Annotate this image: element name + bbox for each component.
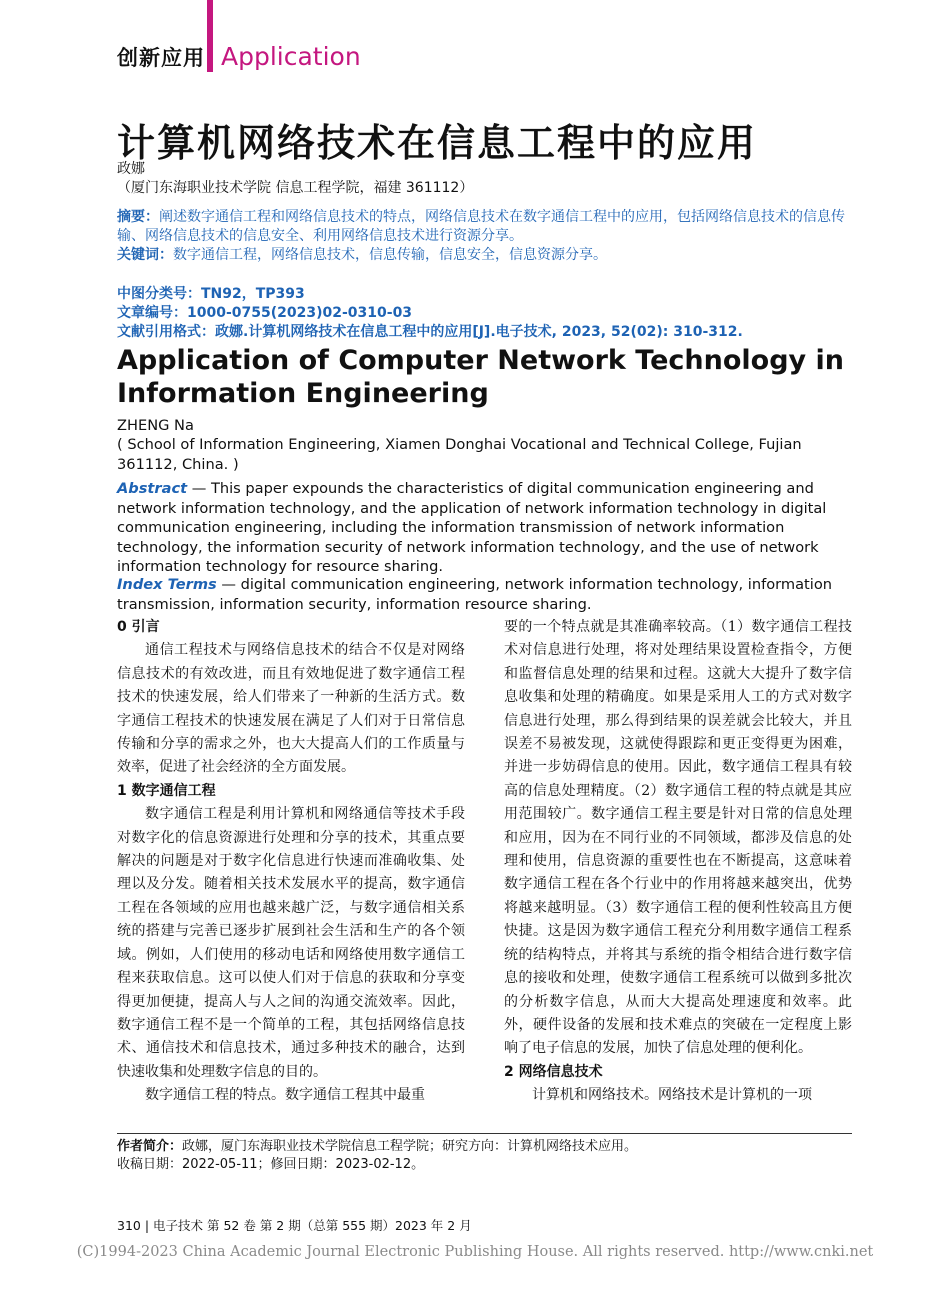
body-column-left bbox=[117, 616, 465, 1108]
footnote-divider bbox=[117, 1133, 852, 1134]
section-heading-0: 0 引言 bbox=[117, 619, 160, 635]
article-title-en: Application of Computer Network Technology in Information Engineering bbox=[117, 345, 845, 409]
abstract-en-dash: — bbox=[187, 480, 211, 497]
abstract-en-label: Abstract bbox=[117, 480, 188, 497]
author-en: ZHENG Na bbox=[117, 417, 194, 434]
abstract-cn-text: 阐述数字通信工程和网络信息技术的特点，网络信息技术在数字通信工程中的应用，包括网络信息技术的信息传输、网络信息技术的信息安全、利用网络信息技术进行资源分享。 bbox=[117, 209, 845, 244]
section-heading-2: 2 网络信息技术 bbox=[504, 1063, 603, 1080]
keywords-cn-label: 关键词： bbox=[117, 247, 173, 263]
article-no-value: 1000-0755(2023)02-0310-03 bbox=[187, 305, 413, 321]
citation-value: 政娜.计算机网络技术在信息工程中的应用[J].电子技术, 2023, 52(02): 310-312. bbox=[215, 324, 743, 340]
article-number bbox=[117, 304, 857, 323]
keywords-cn bbox=[117, 246, 857, 265]
article-no-label: 文章编号： bbox=[117, 305, 187, 321]
author-cn: 政娜 bbox=[117, 161, 145, 177]
header-accent-bar bbox=[207, 0, 213, 72]
clc-value: TN92，TP393 bbox=[201, 286, 305, 302]
section-label-cn: 创新应用 bbox=[117, 46, 205, 70]
index-terms-label: Index Terms bbox=[117, 576, 217, 593]
abstract-en-text: This paper expounds the characteristics of digital communication engineering and network information technology, and the application of network information technology in digital communication engineering, including the information transmission of network information technology, the information security of network information technology, and the use of network information technology for resource sharing. bbox=[117, 480, 827, 575]
footnote-author bbox=[117, 1138, 852, 1156]
footnote-author-text: 政娜，厦门东海职业技术学院信息工程学院；研究方向：计算机网络技术应用。 bbox=[182, 1139, 638, 1154]
affiliation-cn: （厦门东海职业技术学院 信息工程学院，福建 361112） bbox=[117, 180, 474, 196]
index-terms-dash: — bbox=[216, 576, 241, 593]
page-folio: 310 | 电子技术 第 52 卷 第 2 期（总第 555 期）2023 年 2 月 bbox=[117, 1218, 472, 1233]
abstract-cn-label: 摘要： bbox=[117, 209, 159, 225]
abstract-en bbox=[117, 479, 852, 577]
section-heading-1: 1 数字通信工程 bbox=[117, 782, 216, 799]
paragraph-digital-comm: 数字通信工程是利用计算机和网络通信等技术手段对数字化的信息资源进行处理和分享的技术，其重点要解决的问题是对于数字化信息进行快速而准确收集、处理以及分发。随着相关技术发展水平的提高，数字通信工程在各领域的应用也越来越广泛，与数字通信相关系统的搭建与完善已逐步扩展到社会生活和生产的各个领域。例如，人们使用的移动电话和网络使用数字通信工程来获取信息。这可以使人们对于信息的获取和分享变得更加便捷，提高人与人之间的沟通交流效率。因此，数字通信工程不是一个简单的工程，其包括网络信息技术、通信技术和信息技术，通过多种技术的融合，达到快速收集和处理数字信息的目的。 bbox=[117, 806, 465, 1080]
footnote-author-label: 作者简介： bbox=[117, 1139, 183, 1154]
paragraph-intro: 通信工程技术与网络信息技术的结合不仅是对网络信息技术的有效改进，而且有效地促进了数字通信工程技术的快速发展，给人们带来了一种新的生活方式。数字通信工程技术的快速发展在满足了人们对于日常信息传输和分享的需求之外，也大大提高人们的工作质量与效率，促进了社会经济的全方面发展。 bbox=[117, 642, 465, 776]
footnote-dates: 收稿日期：2022-05-11；修回日期：2023-02-12。 bbox=[117, 1157, 425, 1172]
article-title-cn: 计算机网络技术在信息工程中的应用 bbox=[117, 121, 758, 165]
paragraph-network-tech: 计算机和网络技术。网络技术是计算机的一项 bbox=[532, 1087, 812, 1104]
copyright-notice: (C)1994-2023 China Academic Journal Electronic Publishing House. All rights reserved. http://www.cnki.net bbox=[76, 1244, 874, 1260]
affiliation-en: ( School of Information Engineering, Xiamen Donghai Vocational and Technical College, Fujian 361112, China. ) bbox=[117, 436, 802, 473]
body-column-right bbox=[504, 616, 852, 1108]
paragraph-features-start: 数字通信工程的特点。数字通信工程其中最重 bbox=[145, 1087, 425, 1104]
section-label-en: Application bbox=[221, 42, 361, 71]
abstract-cn bbox=[117, 208, 857, 246]
keywords-cn-text: 数字通信工程，网络信息技术，信息传输，信息安全，信息资源分享。 bbox=[173, 247, 607, 263]
clc-label: 中图分类号： bbox=[117, 286, 201, 302]
citation-label: 文献引用格式： bbox=[117, 324, 215, 340]
citation-format bbox=[117, 323, 857, 342]
paragraph-features-cont: 要的一个特点就是其准确率较高。（1）数字通信工程技术对信息进行处理，将对处理结果设置检查指令，方便和监督信息处理的结果和过程。这就大大提升了数字信息收集和处理的精确度。如果是采用人工的方式对数字信息进行处理，那么得到结果的误差就会比较大，并且误差不易被发现，这就使得跟踪和更正变得更为困难，并进一步妨碍信息的使用。因此，数字通信工程具有较高的信息处理精度。（2）数字通信工程的特点就是其应用范围较广。数字通信工程主要是针对日常的信息处理和应用，因为在不同行业的不同领域，都涉及信息的处理和使用，信息资源的重要性也在不断提高，这意味着数字通信工程在各个行业中的作用将越来越突出，优势将越来越明显。（3）数字通信工程的便利性较高且方便快捷。这是因为数字通信工程充分利用数字通信工程系统的结构特点，并将其与系统的指令相结合进行数字信息的接收和处理，使数字通信工程系统可以做到多批次的分析数字信息，从而大大提高处理速度和效率。此外，硬件设备的发展和技术难点的突破在一定程度上影响了电子信息的发展，加快了信息处理的便利化。 bbox=[504, 619, 852, 1057]
clc-number bbox=[117, 285, 857, 304]
index-terms-text: digital communication engineering, network information technology, information transmission, information security, information resource sharing. bbox=[117, 576, 832, 613]
index-terms bbox=[117, 575, 852, 614]
